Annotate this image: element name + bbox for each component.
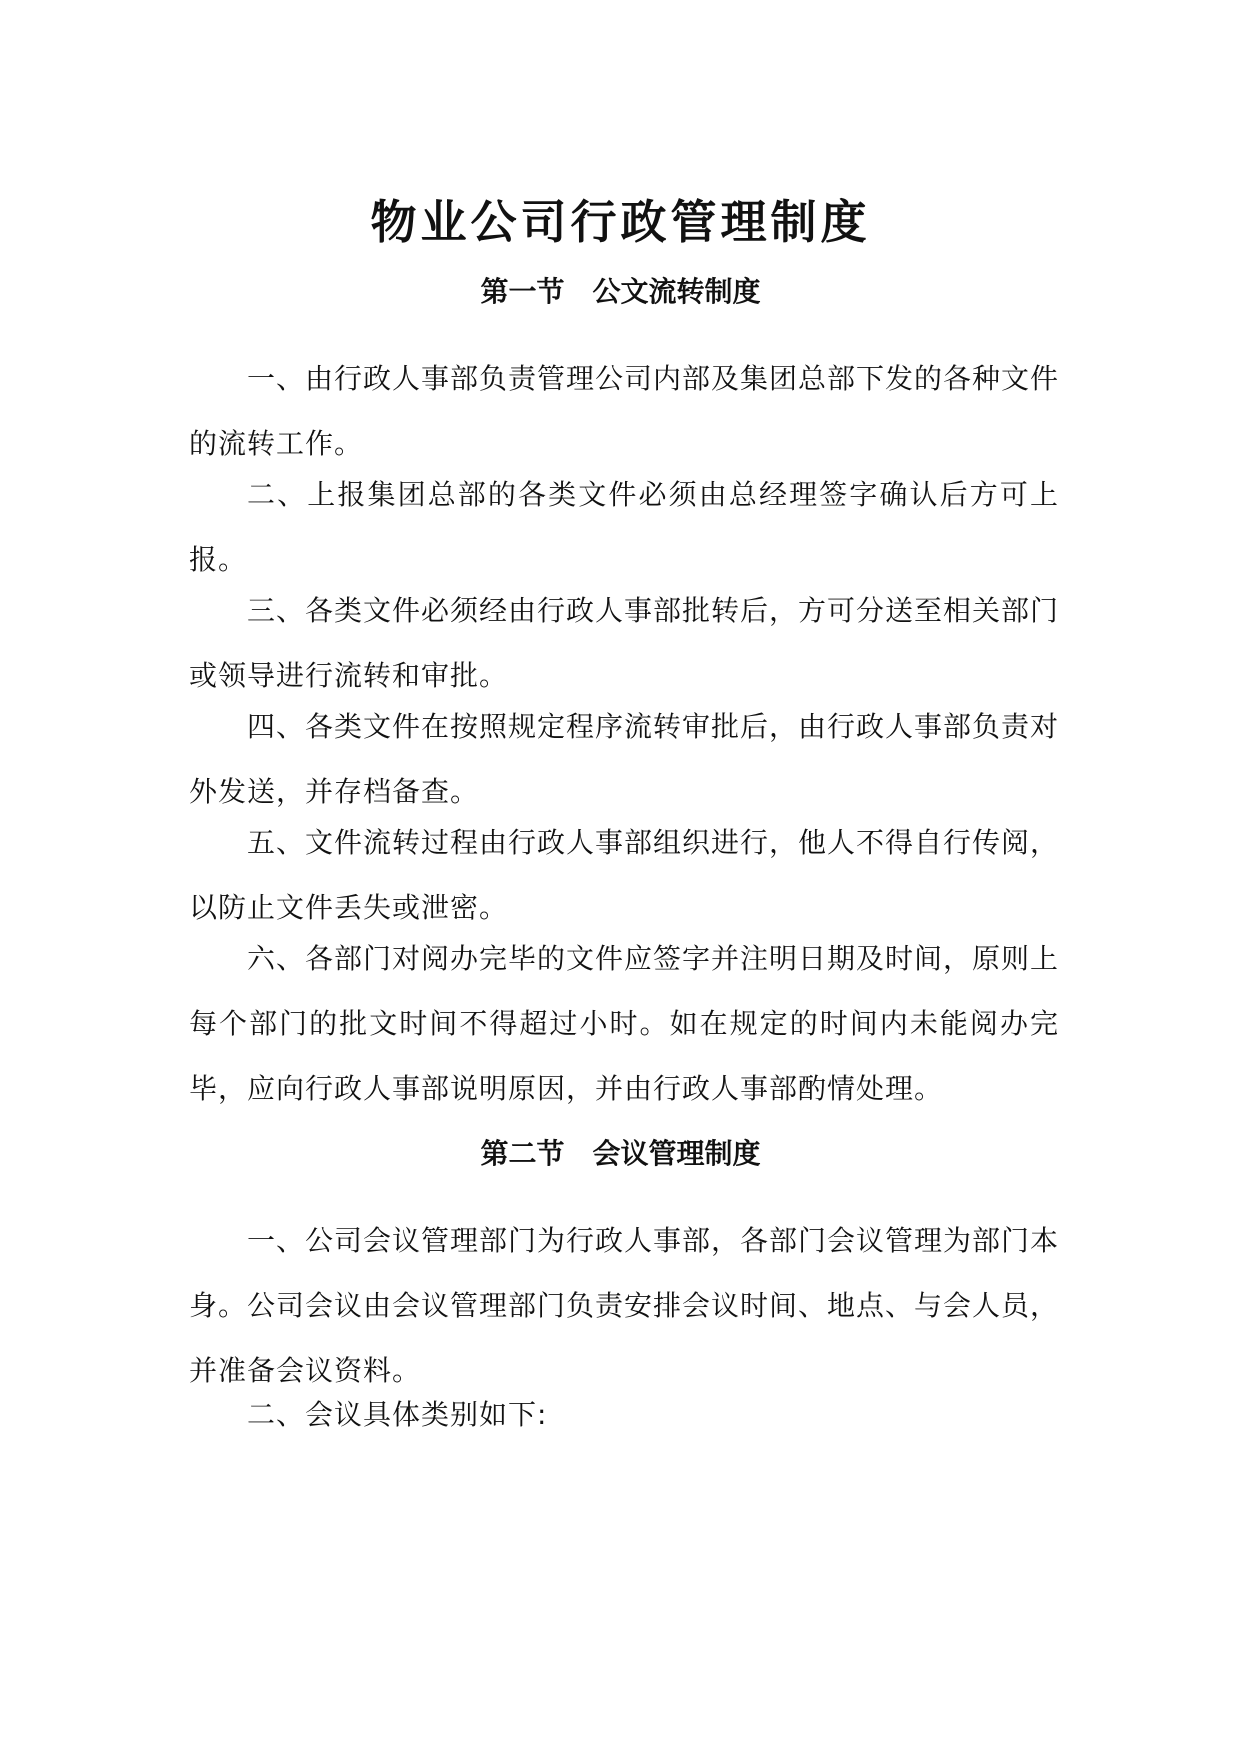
document-title: 物业公司行政管理制度 <box>370 195 871 249</box>
paragraph: 一、公司会议管理部门为行政人事部，各部门会议管理为部门本身。公司会议由会议管理部门负责安排会议时间、地点、与会人员，并准备会议资料。 <box>189 1224 1060 1387</box>
paragraph: 一、由行政人事部负责管理公司内部及集团总部下发的各种文件的流转工作。 <box>189 362 1060 460</box>
paragraph: 六、各部门对阅办完毕的文件应签字并注明日期及时间，原则上每个部门的批文时间不得超过小时。如在规定的时间内未能阅办完毕，应向行政人事部说明原因，并由行政人事部酌情处理。 <box>189 942 1060 1105</box>
paragraph: 二、上报集团总部的各类文件必须由总经理签字确认后方可上报。 <box>189 478 1059 576</box>
paragraph: 四、各类文件在按照规定程序流转审批后，由行政人事部负责对外发送，并存档备查。 <box>189 710 1060 808</box>
paragraph: 五、文件流转过程由行政人事部组织进行，他人不得自行传阅，以防止文件丢失或泄密。 <box>189 826 1060 924</box>
section-heading-2: 第二节 会议管理制度 <box>480 1137 761 1170</box>
section-heading-1: 第一节 公文流转制度 <box>480 275 761 308</box>
paragraph: 三、各类文件必须经由行政人事部批转后，方可分送至相关部门或领导进行流转和审批。 <box>189 594 1060 692</box>
paragraph: 二、会议具体类别如下: <box>247 1398 548 1431</box>
